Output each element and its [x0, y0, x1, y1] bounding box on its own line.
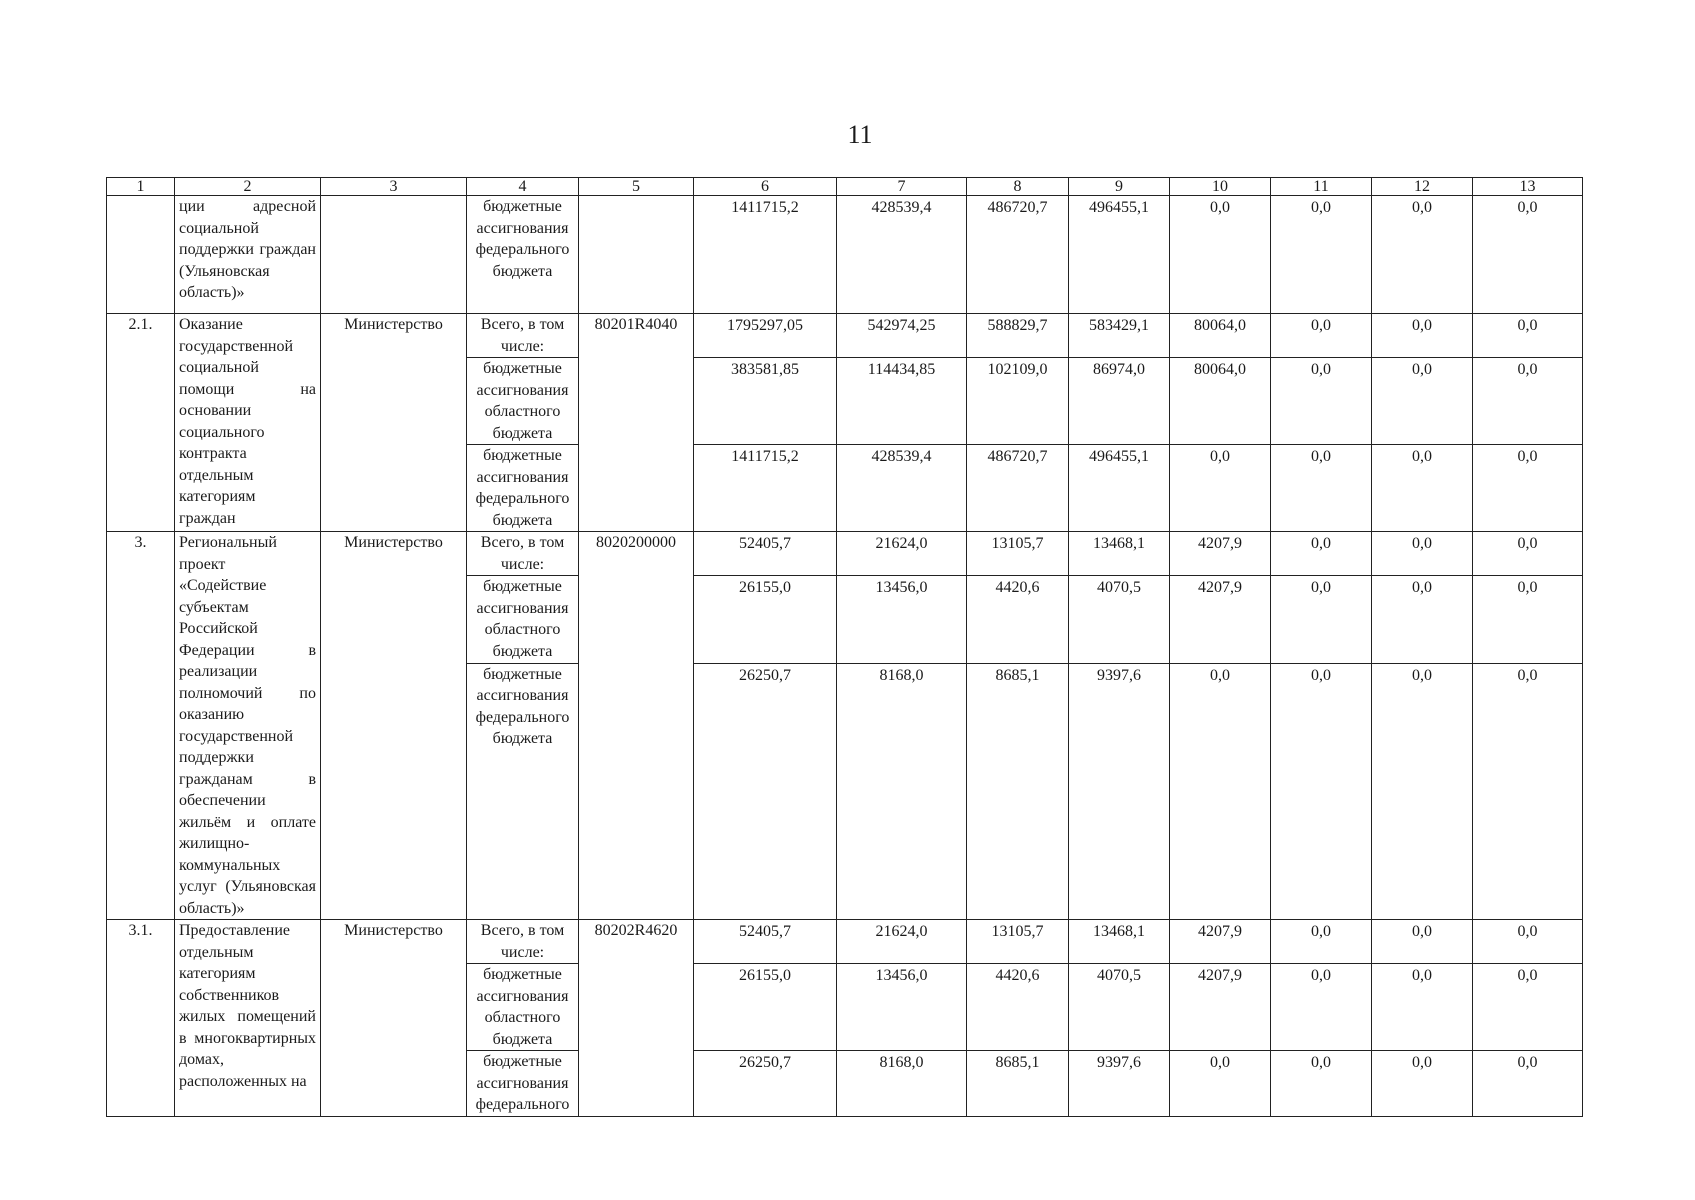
- amount-cell: 0,0: [1271, 663, 1372, 919]
- amount-cell: 583429,1: [1069, 314, 1170, 358]
- amount-cell: 0,0: [1473, 196, 1583, 314]
- amount-cell: 383581,85: [694, 358, 837, 445]
- amount-cell: 486720,7: [967, 445, 1069, 532]
- amount-cell: 428539,4: [837, 445, 967, 532]
- amount-cell: 13105,7: [967, 532, 1069, 576]
- funding-source-cell: бюджетные ассигнования областного бюджета: [467, 358, 579, 445]
- budget-code-cell: 80202R4620: [579, 920, 694, 1117]
- amount-cell: 13456,0: [837, 576, 967, 663]
- table-row: [107, 314, 1583, 358]
- budget-code-cell: [579, 196, 694, 314]
- amount-cell: 0,0: [1372, 576, 1473, 663]
- amount-cell: 26155,0: [694, 964, 837, 1051]
- activity-name-cell: ции адресной социальной поддержки граждан (Ульяновская область)»: [175, 196, 321, 314]
- column-number-cell: 2: [175, 178, 321, 196]
- amount-cell: 4070,5: [1069, 964, 1170, 1051]
- column-number-cell: 6: [694, 178, 837, 196]
- amount-cell: 0,0: [1271, 445, 1372, 532]
- funding-source-cell: Всего, в том числе:: [467, 314, 579, 358]
- amount-cell: 13105,7: [967, 920, 1069, 964]
- funding-source-cell: бюджетные ассигнования областного бюджета: [467, 576, 579, 663]
- column-number-cell: 7: [837, 178, 967, 196]
- amount-cell: 0,0: [1170, 445, 1271, 532]
- amount-cell: 102109,0: [967, 358, 1069, 445]
- amount-cell: 4420,6: [967, 964, 1069, 1051]
- table-row: [107, 920, 1583, 964]
- amount-cell: 8685,1: [967, 663, 1069, 919]
- table-body: [107, 196, 1583, 1117]
- column-number-cell: 8: [967, 178, 1069, 196]
- amount-cell: 80064,0: [1170, 358, 1271, 445]
- amount-cell: 0,0: [1473, 1051, 1583, 1117]
- activity-name-cell: Оказание государственной социальной помощи на основании социального контракта отдельным категориям граждан: [175, 314, 321, 532]
- column-number-cell: 11: [1271, 178, 1372, 196]
- funding-source-cell: бюджетные ассигнования федерального: [467, 1051, 579, 1117]
- amount-cell: 0,0: [1372, 1051, 1473, 1117]
- table-row: [107, 532, 1583, 576]
- amount-cell: 0,0: [1473, 314, 1583, 358]
- amount-cell: 0,0: [1372, 314, 1473, 358]
- table-row: [107, 196, 1583, 314]
- amount-cell: 0,0: [1271, 314, 1372, 358]
- amount-cell: 9397,6: [1069, 1051, 1170, 1117]
- funding-source-cell: бюджетные ассигнования федерального бюджета: [467, 196, 579, 314]
- funding-source-cell: Всего, в том числе:: [467, 532, 579, 576]
- amount-cell: 0,0: [1473, 445, 1583, 532]
- amount-cell: 0,0: [1170, 1051, 1271, 1117]
- executor-cell: [321, 196, 467, 314]
- amount-cell: 496455,1: [1069, 196, 1170, 314]
- amount-cell: 4207,9: [1170, 532, 1271, 576]
- amount-cell: 13456,0: [837, 964, 967, 1051]
- amount-cell: 8168,0: [837, 663, 967, 919]
- column-number-cell: 9: [1069, 178, 1170, 196]
- amount-cell: 4207,9: [1170, 576, 1271, 663]
- amount-cell: 0,0: [1271, 920, 1372, 964]
- amount-cell: 80064,0: [1170, 314, 1271, 358]
- amount-cell: 4207,9: [1170, 920, 1271, 964]
- executor-cell: Министерство: [321, 314, 467, 532]
- column-number-cell: 3: [321, 178, 467, 196]
- amount-cell: 588829,7: [967, 314, 1069, 358]
- amount-cell: 0,0: [1271, 196, 1372, 314]
- amount-cell: 52405,7: [694, 920, 837, 964]
- amount-cell: 1411715,2: [694, 445, 837, 532]
- amount-cell: 0,0: [1372, 920, 1473, 964]
- amount-cell: 52405,7: [694, 532, 837, 576]
- amount-cell: 4070,5: [1069, 576, 1170, 663]
- row-number-cell: 3.: [107, 532, 175, 920]
- row-number-cell: [107, 196, 175, 314]
- amount-cell: 0,0: [1372, 445, 1473, 532]
- amount-cell: 13468,1: [1069, 920, 1170, 964]
- activity-name-cell: Предоставление отдельным категориям собственников жилых помещений в многоквартирных домах, расположенных на: [175, 920, 321, 1117]
- funding-source-cell: бюджетные ассигнования федерального бюджета: [467, 663, 579, 919]
- amount-cell: 0,0: [1372, 964, 1473, 1051]
- amount-cell: 0,0: [1271, 576, 1372, 663]
- amount-cell: 4420,6: [967, 576, 1069, 663]
- amount-cell: 0,0: [1271, 532, 1372, 576]
- amount-cell: 428539,4: [837, 196, 967, 314]
- amount-cell: 0,0: [1271, 964, 1372, 1051]
- amount-cell: 8168,0: [837, 1051, 967, 1117]
- column-number-cell: 13: [1473, 178, 1583, 196]
- amount-cell: 26155,0: [694, 576, 837, 663]
- budget-code-cell: 80201R4040: [579, 314, 694, 532]
- amount-cell: 0,0: [1372, 196, 1473, 314]
- budget-code-cell: 8020200000: [579, 532, 694, 920]
- amount-cell: 26250,7: [694, 663, 837, 919]
- amount-cell: 0,0: [1372, 663, 1473, 919]
- column-number-cell: 10: [1170, 178, 1271, 196]
- amount-cell: 0,0: [1473, 964, 1583, 1051]
- column-number-cell: 4: [467, 178, 579, 196]
- amount-cell: 8685,1: [967, 1051, 1069, 1117]
- amount-cell: 1411715,2: [694, 196, 837, 314]
- amount-cell: 0,0: [1473, 576, 1583, 663]
- amount-cell: 21624,0: [837, 532, 967, 576]
- amount-cell: 13468,1: [1069, 532, 1170, 576]
- amount-cell: 114434,85: [837, 358, 967, 445]
- amount-cell: 0,0: [1473, 358, 1583, 445]
- amount-cell: 0,0: [1170, 196, 1271, 314]
- amount-cell: 86974,0: [1069, 358, 1170, 445]
- amount-cell: 0,0: [1473, 532, 1583, 576]
- column-number-header: [107, 178, 1583, 196]
- budget-table: [106, 177, 1583, 1117]
- amount-cell: 9397,6: [1069, 663, 1170, 919]
- row-number-cell: 2.1.: [107, 314, 175, 532]
- funding-source-cell: Всего, в том числе:: [467, 920, 579, 964]
- amount-cell: 496455,1: [1069, 445, 1170, 532]
- column-number-cell: 12: [1372, 178, 1473, 196]
- activity-name-cell: Региональный проект «Содействие субъектам Российской Федерации в реализации полномочий по оказанию государственной поддержки гражданам в обеспечении жильём и оплате жилищно-коммунальных услуг (Ульяновская область)»: [175, 532, 321, 920]
- amount-cell: 542974,25: [837, 314, 967, 358]
- column-number-cell: 1: [107, 178, 175, 196]
- column-number-cell: 5: [579, 178, 694, 196]
- amount-cell: 21624,0: [837, 920, 967, 964]
- funding-source-cell: бюджетные ассигнования областного бюджета: [467, 964, 579, 1051]
- amount-cell: 0,0: [1473, 663, 1583, 919]
- amount-cell: 26250,7: [694, 1051, 837, 1117]
- amount-cell: 0,0: [1372, 532, 1473, 576]
- amount-cell: 4207,9: [1170, 964, 1271, 1051]
- page-number: 11: [847, 120, 873, 149]
- amount-cell: 0,0: [1170, 663, 1271, 919]
- amount-cell: 0,0: [1372, 358, 1473, 445]
- amount-cell: 0,0: [1473, 920, 1583, 964]
- row-number-cell: 3.1.: [107, 920, 175, 1117]
- executor-cell: Министерство: [321, 532, 467, 920]
- amount-cell: 486720,7: [967, 196, 1069, 314]
- amount-cell: 1795297,05: [694, 314, 837, 358]
- amount-cell: 0,0: [1271, 358, 1372, 445]
- amount-cell: 0,0: [1271, 1051, 1372, 1117]
- executor-cell: Министерство: [321, 920, 467, 1117]
- funding-source-cell: бюджетные ассигнования федерального бюджета: [467, 445, 579, 532]
